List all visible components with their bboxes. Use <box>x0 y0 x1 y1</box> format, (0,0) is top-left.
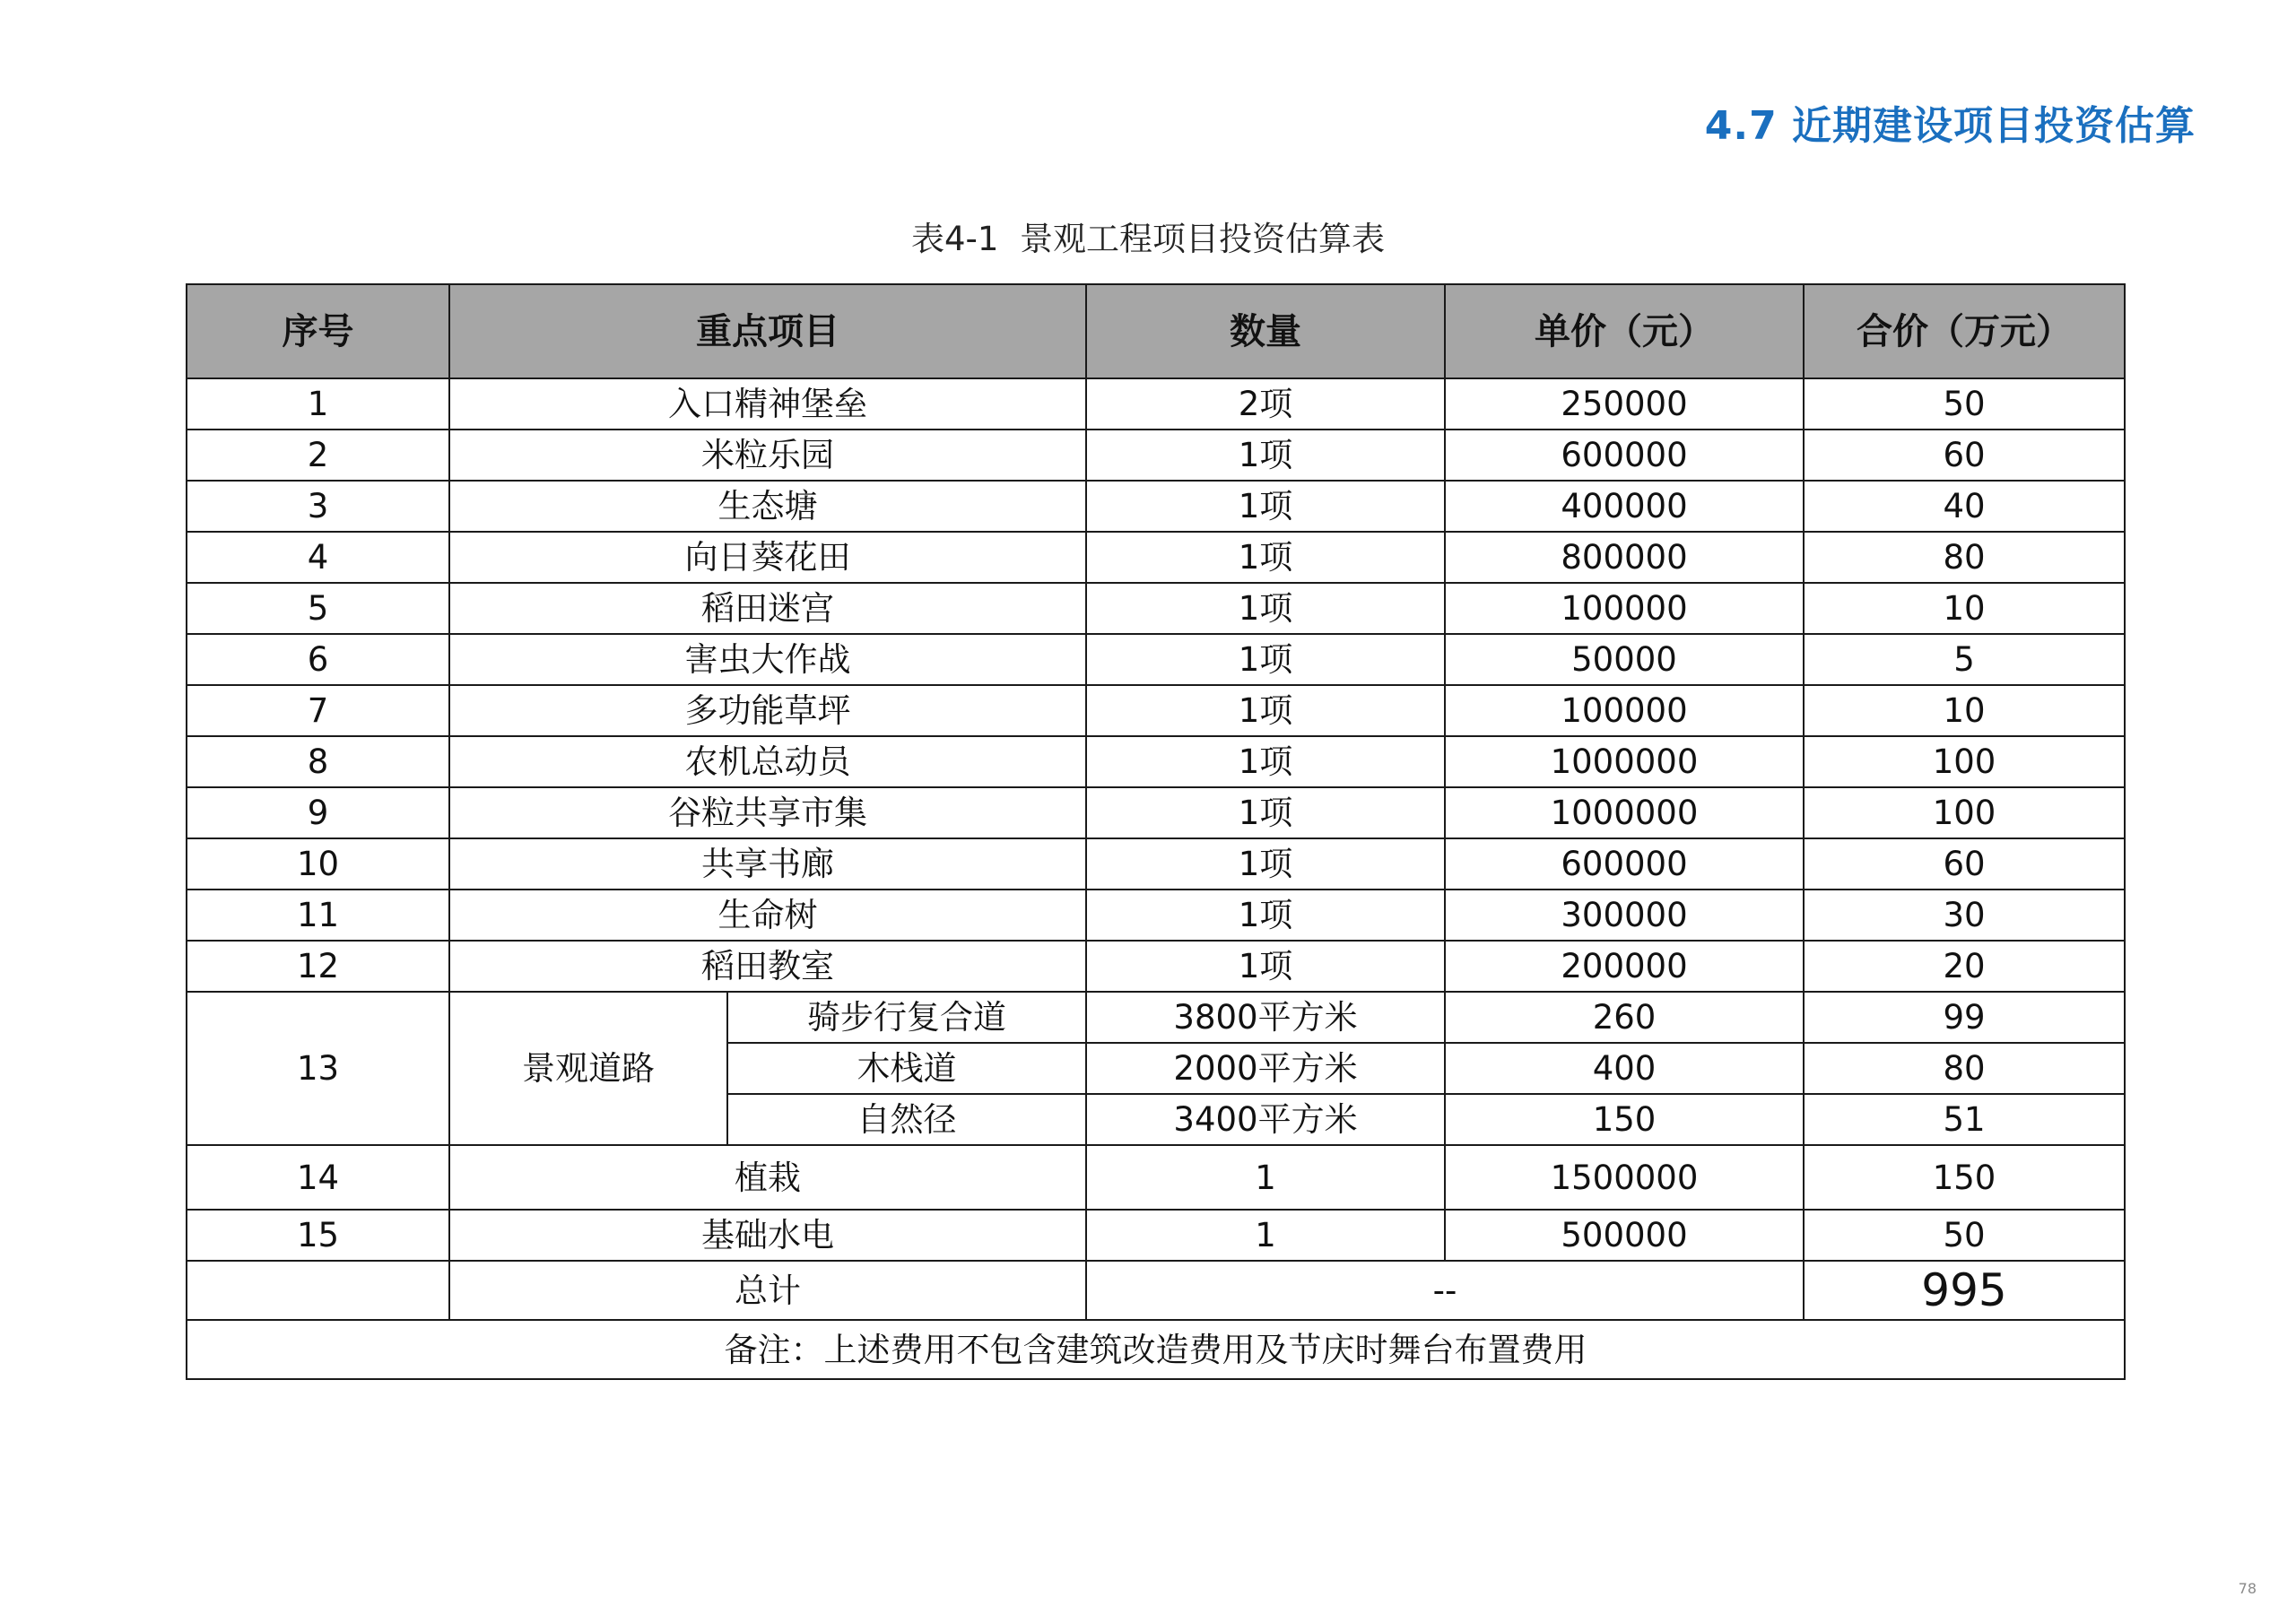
page-number: 78 <box>2238 1580 2257 1597</box>
cell-qty: 1项 <box>1086 736 1445 787</box>
cell-total: 10 <box>1804 583 2125 634</box>
cell-total: 20 <box>1804 941 2125 992</box>
cell-unit-price: 800000 <box>1445 532 1804 583</box>
table-row-group <box>187 992 2125 1043</box>
cell-no: 10 <box>187 838 449 890</box>
cell-no: 8 <box>187 736 449 787</box>
cell-total: 80 <box>1804 532 2125 583</box>
cell-total: 100 <box>1804 736 2125 787</box>
cell-group: 景观道路 <box>449 992 727 1145</box>
column-header: 单价（元） <box>1445 284 1804 378</box>
cell-no: 15 <box>187 1210 449 1261</box>
table-row <box>187 583 2125 634</box>
cell-total: 80 <box>1804 1043 2125 1094</box>
cell-no: 6 <box>187 634 449 685</box>
cell-qty: 3800平方米 <box>1086 992 1445 1043</box>
table-row <box>187 532 2125 583</box>
cell-item: 稻田教室 <box>449 941 1086 992</box>
cell-item: 稻田迷宫 <box>449 583 1086 634</box>
cell-item: 多功能草坪 <box>449 685 1086 736</box>
cell-total: 100 <box>1804 787 2125 838</box>
cell-total: 40 <box>1804 481 2125 532</box>
total-label: 总计 <box>449 1261 1086 1320</box>
cell-item: 入口精神堡垒 <box>449 378 1086 430</box>
column-header: 数量 <box>1086 284 1445 378</box>
cell-unit-price: 100000 <box>1445 583 1804 634</box>
cell-total: 50 <box>1804 378 2125 430</box>
cell-total: 150 <box>1804 1145 2125 1210</box>
cell-qty: 1 <box>1086 1145 1445 1210</box>
cell-total: 10 <box>1804 685 2125 736</box>
cell-no: 9 <box>187 787 449 838</box>
cell-no: 7 <box>187 685 449 736</box>
cell-total: 30 <box>1804 890 2125 941</box>
table-row <box>187 890 2125 941</box>
cell-qty: 1 <box>1086 1210 1445 1261</box>
cell-qty: 1项 <box>1086 787 1445 838</box>
cell-unit-price: 600000 <box>1445 838 1804 890</box>
cell-unit-price: 400000 <box>1445 481 1804 532</box>
cell-unit-price: 150 <box>1445 1094 1804 1145</box>
column-header: 序号 <box>187 284 449 378</box>
table-row <box>187 736 2125 787</box>
cell-unit-price: 300000 <box>1445 890 1804 941</box>
cell-item: 生态塘 <box>449 481 1086 532</box>
table-header-row <box>187 284 2125 378</box>
table-row <box>187 787 2125 838</box>
cell-qty: 1项 <box>1086 532 1445 583</box>
cell-item: 共享书廊 <box>449 838 1086 890</box>
cell-qty: 1项 <box>1086 941 1445 992</box>
table-row <box>187 430 2125 481</box>
table-row <box>187 1210 2125 1261</box>
cell-subitem: 木栈道 <box>727 1043 1086 1094</box>
cell-qty: 1项 <box>1086 430 1445 481</box>
table-row <box>187 481 2125 532</box>
total-merged-value: -- <box>1086 1261 1804 1320</box>
cell-unit-price: 250000 <box>1445 378 1804 430</box>
cell-total: 5 <box>1804 634 2125 685</box>
cell-item: 基础水电 <box>449 1210 1086 1261</box>
cell-unit-price: 260 <box>1445 992 1804 1043</box>
section-title: 4.7 近期建设项目投资估算 <box>1704 103 2196 149</box>
cell-no: 5 <box>187 583 449 634</box>
cell-no: 4 <box>187 532 449 583</box>
cell-unit-price: 200000 <box>1445 941 1804 992</box>
cell-qty: 1项 <box>1086 583 1445 634</box>
cell-item: 米粒乐园 <box>449 430 1086 481</box>
cell-item: 生命树 <box>449 890 1086 941</box>
cell-no <box>187 1261 449 1320</box>
cell-item: 谷粒共享市集 <box>449 787 1086 838</box>
cell-subitem: 自然径 <box>727 1094 1086 1145</box>
note-row <box>187 1320 2125 1379</box>
cell-unit-price: 400 <box>1445 1043 1804 1094</box>
cell-qty: 1项 <box>1086 685 1445 736</box>
cell-total: 99 <box>1804 992 2125 1043</box>
cell-unit-price: 50000 <box>1445 634 1804 685</box>
cell-qty: 2项 <box>1086 378 1445 430</box>
cell-qty: 1项 <box>1086 890 1445 941</box>
grand-total: 995 <box>1804 1261 2125 1320</box>
cell-total: 60 <box>1804 430 2125 481</box>
cell-total: 60 <box>1804 838 2125 890</box>
cell-item: 植栽 <box>449 1145 1086 1210</box>
cell-unit-price: 500000 <box>1445 1210 1804 1261</box>
cell-qty: 1项 <box>1086 481 1445 532</box>
column-header: 重点项目 <box>449 284 1086 378</box>
cell-qty: 2000平方米 <box>1086 1043 1445 1094</box>
cell-unit-price: 1000000 <box>1445 736 1804 787</box>
cell-item: 害虫大作战 <box>449 634 1086 685</box>
cell-qty: 1项 <box>1086 634 1445 685</box>
cell-no: 11 <box>187 890 449 941</box>
cell-no: 12 <box>187 941 449 992</box>
table-row <box>187 685 2125 736</box>
table-row <box>187 634 2125 685</box>
cell-no: 3 <box>187 481 449 532</box>
cell-unit-price: 1000000 <box>1445 787 1804 838</box>
cell-no: 13 <box>187 992 449 1145</box>
table-note: 备注：上述费用不包含建筑改造费用及节庆时舞台布置费用 <box>187 1320 2125 1379</box>
cell-qty: 1项 <box>1086 838 1445 890</box>
cell-qty: 3400平方米 <box>1086 1094 1445 1145</box>
cell-no: 2 <box>187 430 449 481</box>
table-row <box>187 1145 2125 1210</box>
cell-no: 1 <box>187 378 449 430</box>
cell-no: 14 <box>187 1145 449 1210</box>
cell-unit-price: 100000 <box>1445 685 1804 736</box>
table-row <box>187 378 2125 430</box>
cell-subitem: 骑步行复合道 <box>727 992 1086 1043</box>
table-row <box>187 838 2125 890</box>
table-row <box>187 941 2125 992</box>
column-header: 合价（万元） <box>1804 284 2125 378</box>
cell-total: 51 <box>1804 1094 2125 1145</box>
cell-item: 向日葵花田 <box>449 532 1086 583</box>
cell-total: 50 <box>1804 1210 2125 1261</box>
investment-table <box>186 283 2126 1380</box>
total-row <box>187 1261 2125 1320</box>
cell-unit-price: 1500000 <box>1445 1145 1804 1210</box>
cell-item: 农机总动员 <box>449 736 1086 787</box>
cell-unit-price: 600000 <box>1445 430 1804 481</box>
table-caption: 表4-1 景观工程项目投资估算表 <box>911 220 1385 258</box>
